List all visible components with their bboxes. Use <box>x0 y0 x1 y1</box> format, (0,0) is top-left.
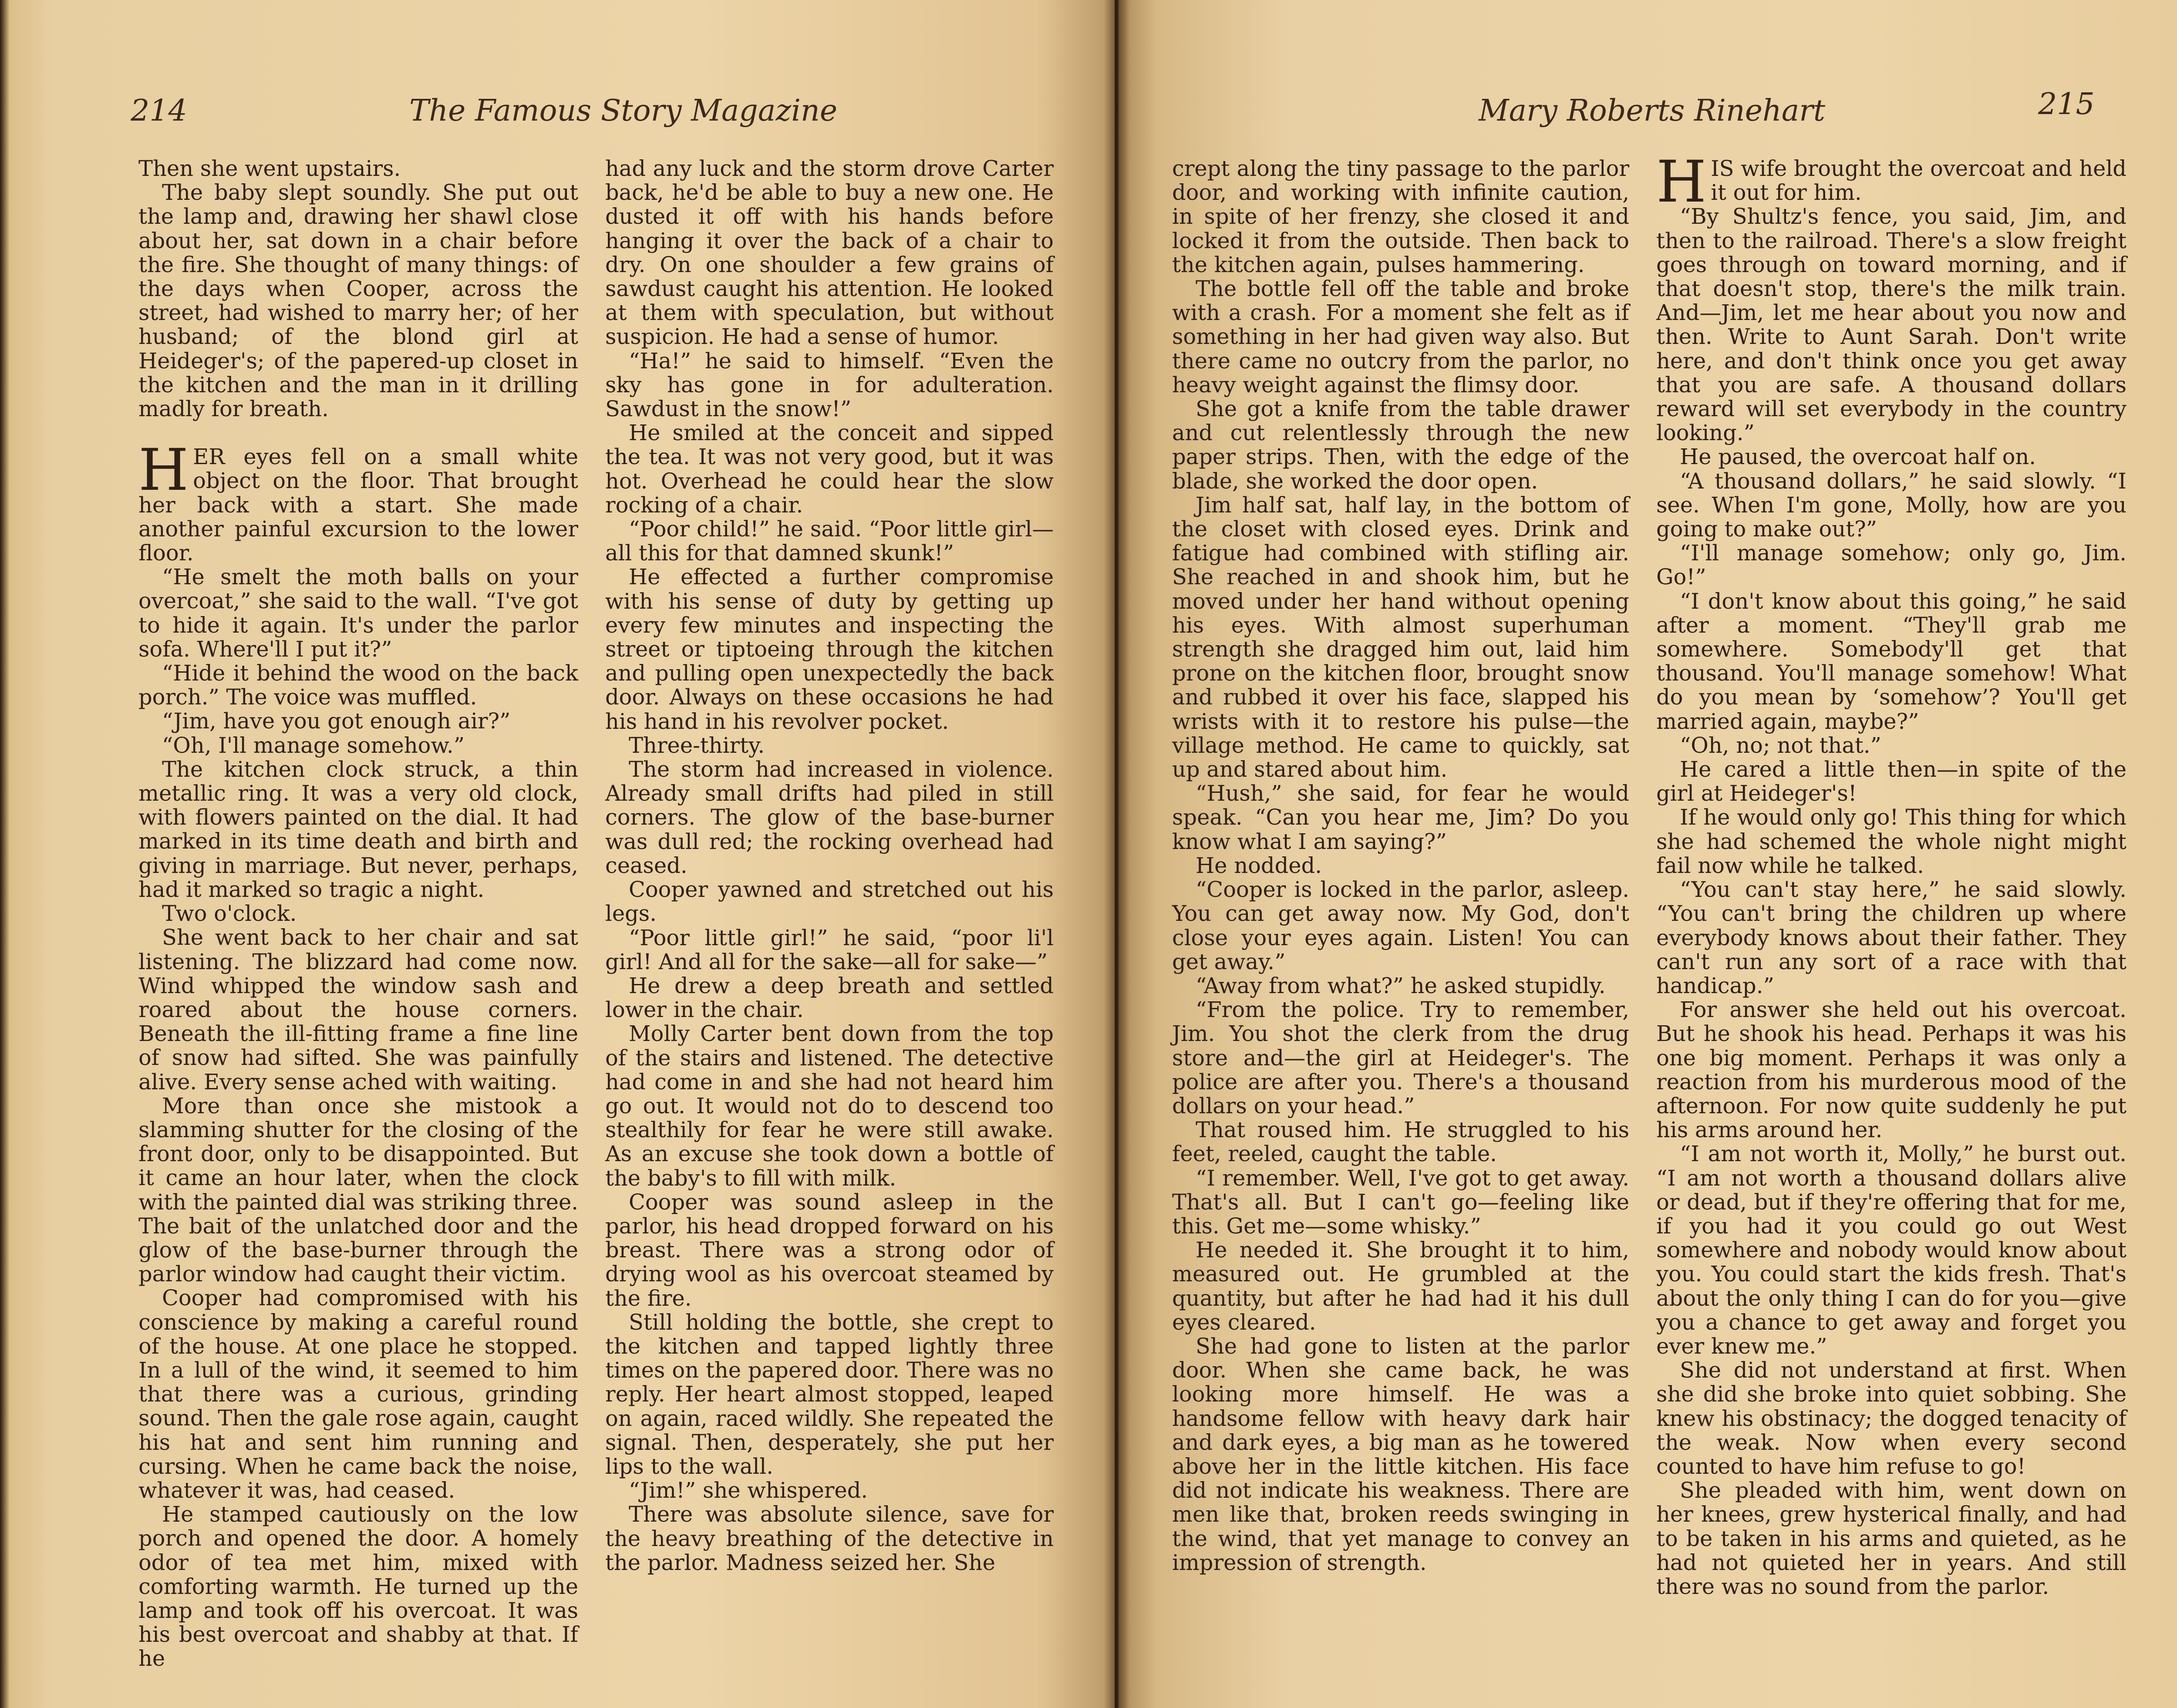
paragraph-text: He paused, the overcoat half on. <box>1680 444 2036 470</box>
paragraph-text: “I remember. Well, I've got to get away. That's all. But I can't go—feeling like this. Get me—some whisky.” <box>1172 1165 1629 1239</box>
paragraph <box>138 157 578 181</box>
paragraph <box>605 734 1054 758</box>
paragraph <box>605 758 1054 878</box>
paragraph-text: “I'll manage somehow; only go, Jim. Go!” <box>1656 540 2126 590</box>
paragraph <box>138 181 578 421</box>
paragraph <box>1656 148 2126 216</box>
paragraph-text: Then she went upstairs. <box>138 156 401 181</box>
page-number: 214 <box>131 94 187 128</box>
right-page <box>1117 0 2177 1708</box>
paragraph <box>605 349 1054 421</box>
paragraph <box>138 926 578 1094</box>
paragraph-text: “By Shultz's fence, you said, Jim, and then to the railroad. There's a slow freight goes through on toward morning, and if that doesn't stop, there's the milk train. And—Jim, let me hear about you now and then. Write to Aunt Sarah. Don't write here, and don't think once you get away that you are safe. A thousand dollars reward will set everybody in the country looking.” <box>1656 204 2126 446</box>
paragraph-text: She did not understand at first. When she did she broke into quiet sobbing. She knew his obstinacy; the dogged tenacity of the weak. Now when every second counted to have him refuse to go! <box>1656 1358 2126 1479</box>
paragraph-text: Three-thirty. <box>629 732 765 758</box>
paragraph <box>1172 493 1629 782</box>
paragraph <box>1172 157 1629 277</box>
paragraph-text: The storm had increased in violence. Already small drifts had piled in still corners. The glow of the base-burner was dull red; the rocking overhead had ceased. <box>605 757 1054 878</box>
paragraph <box>1656 1479 2126 1599</box>
paragraph-text: “A thousand dollars,” he said slowly. “I see. When I'm gone, Molly, how are you going to make out?” <box>1656 468 2126 542</box>
drop-cap: H <box>138 437 189 504</box>
paragraph-text: “Jim!” she whispered. <box>629 1478 868 1503</box>
paragraph-text: He effected a further compromise with his sense of duty by getting up every few minutes and inspecting the street or tiptoeing through the kitchen and pulling open unexpectedly the back door. Always on these occasions he had his hand in his revolver pocket. <box>605 564 1054 734</box>
paragraph <box>138 661 578 709</box>
page-shadow <box>0 0 10 1708</box>
paragraph <box>1656 805 2126 878</box>
paragraph-text: had any luck and the storm drove Carter back, he'd be able to buy a new one. He dusted it off with his hands before hanging it over the back of a chair to dry. On one shoulder a few grains of sawdust caught his attention. He looked at them with speculation, but without suspicion. He had a sense of humor. <box>605 156 1054 350</box>
paragraph <box>1172 782 1629 854</box>
paragraph <box>138 565 578 661</box>
paragraph-text: He cared a little then—in spite of the girl at Heideger's! <box>1656 757 2126 806</box>
paragraph-text: He smiled at the conceit and sipped the tea. It was not very good, but it was hot. Overhead he could hear the slow rocking of a chair. <box>605 420 1054 518</box>
paragraph-text: “Poor little girl!” he said, “poor li'l girl! And all for the sake—all for sake—” <box>605 925 1054 974</box>
paragraph <box>138 1286 578 1503</box>
paragraph <box>1656 205 2126 445</box>
paragraph <box>605 517 1054 565</box>
paragraph <box>1656 1358 2126 1479</box>
drop-cap: H <box>1656 148 1707 216</box>
paragraph <box>605 1190 1054 1310</box>
paragraph-text: Molly Carter bent down from the top of the stairs and listened. The detective had come in and she had not heard him go out. It would not do to descend too stealthily for fear he were still awake. As an excuse she took down a bottle of the baby's to fill with milk. <box>605 1021 1054 1191</box>
paragraph <box>1172 1334 1629 1575</box>
paragraph-text: More than once she mistook a slamming shutter for the closing of the front door, only to be disappointed. But it came an hour later, when the clock with the painted dial was striking three. The bait of the unlatched door and the glow of the base-burner through the parlor window had caught their victim. <box>138 1093 578 1287</box>
text-column-2 <box>605 157 1054 1575</box>
paragraph-text: “I don't know about this going,” he said after a moment. “They'll grab me somewhere. Somebody'll get that thousand. You'll manage somehow! What do you mean by ‘somehow’? You'll get married again, maybe?” <box>1656 588 2126 734</box>
text-column-2 <box>1656 148 2126 1599</box>
paragraph <box>605 1022 1054 1190</box>
paragraph-text: That roused him. He struggled to his feet, reeled, caught the table. <box>1172 1117 1629 1167</box>
paragraph-text: She got a knife from the table drawer and cut relentlessly through the new paper strips. Then, with the edge of the blade, she worked the door open. <box>1172 396 1629 494</box>
paragraph <box>605 878 1054 926</box>
paragraph <box>138 902 578 926</box>
paragraph-text: “Cooper is locked in the parlor, asleep. You can get away now. My God, don't close your eyes again. Listen! You can get away.” <box>1172 877 1629 974</box>
paragraph-text: “Ha!” he said to himself. “Even the sky has gone in for adulteration. Sawdust in the snow!” <box>605 348 1054 422</box>
paragraph-text: crept along the tiny passage to the parlor door, and working with infinite caution, in spite of her frenzy, she closed it and locked it from the outside. Then back to the kitchen again, pulses hammering. <box>1172 156 1629 277</box>
paragraph <box>138 758 578 902</box>
paragraph <box>138 1503 578 1671</box>
paragraph-text: She pleaded with him, went down on her knees, grew hysterical finally, and had to be taken in his arms and quieted, as he had not quieted her in years. And still there was no sound from the parlor. <box>1656 1478 2126 1599</box>
paragraph-text: “Oh, no; not that.” <box>1680 732 1881 758</box>
paragraph <box>138 734 578 758</box>
paragraph-text: If he would only go! This thing for which she had schemed the whole night might fail now while he talked. <box>1656 805 2126 878</box>
running-head: The Famous Story Magazine <box>409 94 838 128</box>
paragraph <box>1656 541 2126 589</box>
paragraph <box>1172 277 1629 397</box>
paragraph <box>1656 758 2126 805</box>
paragraph <box>1656 998 2126 1142</box>
paragraph-text: “I am not worth it, Molly,” he burst out. “I am not worth a thousand dollars alive or dead, but if they're offering that for me, if you had it you could go out West somewhere and nobody would know about you. You could start the kids fresh. That's about the only thing I can do for you—give you a chance to get away and forget you ever knew me.” <box>1656 1141 2126 1359</box>
paragraph-text: Cooper was sound asleep in the parlor, his head dropped forward on his breast. There was a strong odor of drying wool as his overcoat steamed by the fire. <box>605 1189 1054 1311</box>
running-head: Mary Roberts Rinehart <box>1479 94 1826 128</box>
paragraph-text: “Hide it behind the wood on the back porch.” The voice was muffled. <box>138 660 578 710</box>
paragraph-text: Cooper had compromised with his conscience by making a careful round of the house. At one place he stopped. In a lull of the wind, it seemed to him that there was a curious, grinding sound. Then the gale rose again, caught his hat and sent him running and cursing. When he came back the noise, whatever it was, had ceased. <box>138 1285 578 1503</box>
book-gutter <box>1104 0 1130 1708</box>
paragraph-text: “From the police. Try to remember, Jim. You shot the clerk from the drug store and—the girl at Heideger's. The police are after you. There's a thousand dollars on your head.” <box>1172 997 1629 1118</box>
paragraph-text: He nodded. <box>1196 852 1322 878</box>
paragraph <box>605 974 1054 1022</box>
paragraph <box>1656 469 2126 542</box>
paragraph <box>138 1094 578 1287</box>
paragraph-text: “You can't stay here,” he said slowly. “You can't bring the children up where everybody knows about their father. They can't run any sort of a race with that handicap.” <box>1656 877 2126 998</box>
paragraph-text: She went back to her chair and sat listening. The blizzard had come now. Wind whipped the window sash and roared about the house corners. Beneath the ill-fitting frame a fine line of snow had sifted. She was painfully alive. Every sense ached with waiting. <box>138 925 578 1095</box>
text-column-1 <box>138 157 578 1671</box>
paragraph-text: The kitchen clock struck, a thin metallic ring. It was a very old clock, with flowers painted on the dial. It had marked in its time death and birth and giving in marriage. But never, perhaps, had it marked so tragic a night. <box>138 756 578 902</box>
text-column-1 <box>1172 157 1629 1575</box>
paragraph <box>1172 974 1629 998</box>
paragraph-text: She had gone to listen at the parlor door. When she came back, he was looking more himself. He was a handsome fellow with heavy dark hair and dark eyes, a big man as he towered above her in the little kitchen. His face did not indicate his weakness. There are men like that, broken reeds swinging in the wind, that yet manage to convey an impression of strength. <box>1172 1333 1629 1575</box>
paragraph-text: He needed it. She brought it to him, measured out. He grumbled at the quantity, but after he had had it his dull eyes cleared. <box>1172 1237 1629 1335</box>
paragraph-text: “Poor child!” he said. “Poor little girl—all this for that damned skunk!” <box>605 516 1054 566</box>
paragraph-text: He drew a deep breath and settled lower in the chair. <box>605 973 1054 1023</box>
page-number: 215 <box>2038 87 2095 121</box>
paragraph-text: “Oh, I'll manage somehow.” <box>162 732 465 758</box>
paragraph <box>1656 878 2126 998</box>
paragraph <box>605 421 1054 517</box>
paragraph <box>1172 1238 1629 1334</box>
paragraph-text: “Away from what?” he asked stupidly. <box>1196 973 1606 998</box>
paragraph-text: For answer she held out his overcoat. But he shook his head. Perhaps it was his one big moment. Perhaps it was only a reaction from his murderous mood of the afternoon. For now quite suddenly he put his arms around her. <box>1656 997 2126 1143</box>
paragraph-text: There was absolute silence, save for the heavy breathing of the detective in the parlor. Madness seized her. She <box>605 1502 1054 1575</box>
paragraph-text: IS wife brought the overcoat and held it out for him. <box>1711 156 2126 205</box>
paragraph-text: “He smelt the moth balls on your overcoat,” she said to the wall. “I've got to hide it again. It's under the parlor sofa. Where'll I put it?” <box>138 564 578 662</box>
paragraph <box>605 565 1054 733</box>
paragraph-text: Jim half sat, half lay, in the bottom of the closet with closed eyes. Drink and fatigue had combined with stifling air. She reached in and shook him, but he moved under her hand without opening his eyes. With almost superhuman strength she dragged him out, laid him prone on the kitchen floor, brought snow and rubbed it over his face, slapped his wrists with it to restore his pulse—the village method. He came to quickly, sat up and stared about him. <box>1172 492 1629 782</box>
paragraph-text: Two o'clock. <box>162 901 297 926</box>
paragraph-text: ER eyes fell on a small white object on the floor. That brought her back with a start. She made another painful excursion to the lower floor. <box>138 444 578 566</box>
paragraph <box>1172 1118 1629 1166</box>
paragraph <box>138 437 578 566</box>
paragraph-text: “Hush,” she said, for fear he would speak. “Can you hear me, Jim? Do you know what I am saying?” <box>1172 781 1629 854</box>
paragraph <box>1656 1142 2126 1358</box>
paragraph <box>1172 878 1629 974</box>
paragraph <box>605 926 1054 974</box>
paragraph <box>1172 998 1629 1118</box>
paragraph <box>1172 1166 1629 1239</box>
paragraph-text: Cooper yawned and stretched out his legs. <box>605 877 1054 926</box>
paragraph <box>1656 445 2126 469</box>
paragraph <box>605 157 1054 349</box>
paragraph <box>1656 590 2126 734</box>
paragraph <box>605 1503 1054 1575</box>
paragraph <box>138 709 578 733</box>
paragraph-text: Still holding the bottle, she crept to the kitchen and tapped lightly three times on the papered door. There was no reply. Her heart almost stopped, leaped on again, raced wildly. She repeated the signal. Then, desperately, she put her lips to the wall. <box>605 1309 1054 1479</box>
paragraph <box>1172 854 1629 878</box>
paragraph-text: The bottle fell off the table and broke with a crash. For a moment she felt as if something in her had given way also. But there came no outcry from the parlor, no heavy weight against the flimsy door. <box>1172 276 1629 398</box>
paragraph <box>605 1310 1054 1479</box>
paragraph <box>1656 734 2126 758</box>
paragraph-text: “Jim, have you got enough air?” <box>162 708 511 734</box>
paragraph-text: He stamped cautiously on the low porch and opened the door. A homely odor of tea met him, mixed with comforting warmth. He turned up the lamp and took off his overcoat. It was his best overcoat and shabby at that. If he <box>138 1502 578 1671</box>
paragraph <box>605 1479 1054 1503</box>
paragraph <box>1172 397 1629 493</box>
paragraph-text: The baby slept soundly. She put out the lamp and, drawing her shawl close about her, sat down in a chair before the fire. She thought of many things: of the days when Cooper, across the street, had wished to marry her; of her husband; of the blond girl at Heideger's; of the papered-up closet in the kitchen and the man in it drilling madly for breath. <box>138 180 578 422</box>
